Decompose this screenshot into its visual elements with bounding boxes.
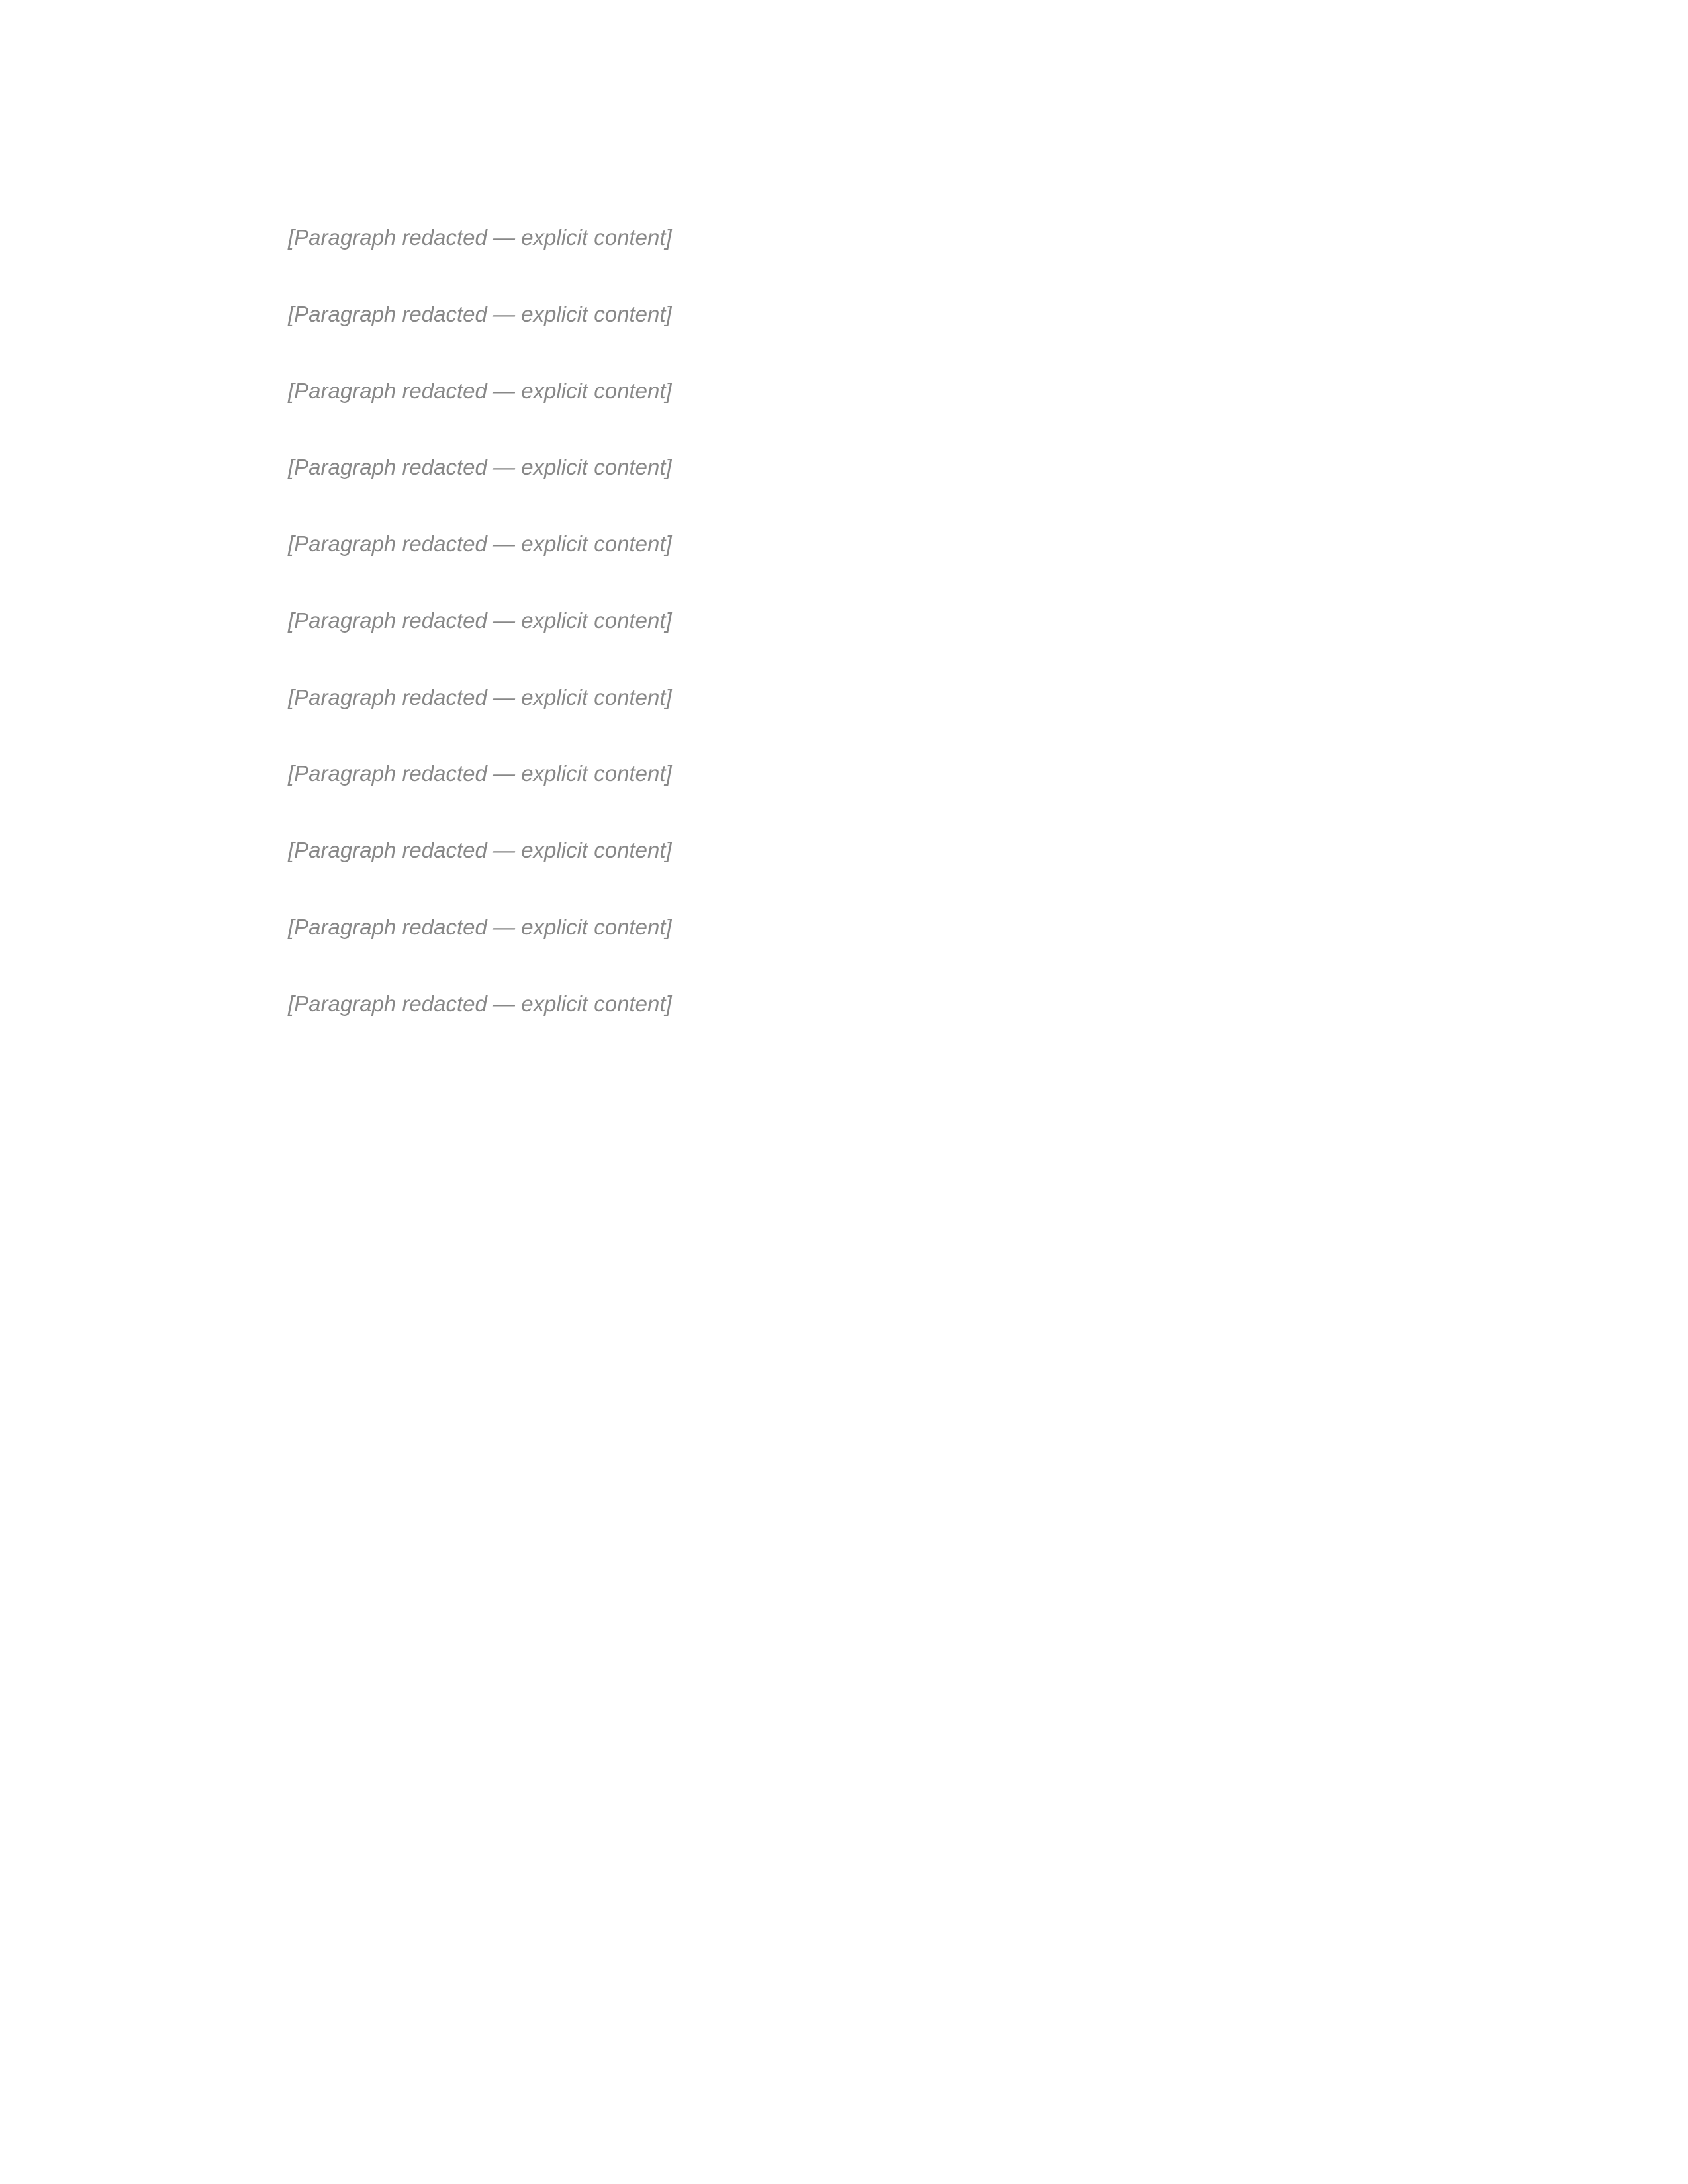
paragraph-dialogue: [Paragraph redacted — explicit content] (288, 991, 672, 1016)
paragraph-dialogue: [Paragraph redacted — explicit content] (288, 761, 672, 786)
paragraph-dialogue: [Paragraph redacted — explicit content] (288, 608, 672, 633)
paragraph-dialogue: [Paragraph redacted — explicit content] (288, 455, 672, 480)
paragraph-dialogue: [Paragraph redacted — explicit content] (288, 301, 672, 326)
paragraph-narration: [Paragraph redacted — explicit content] (288, 225, 672, 250)
paragraph-narration: [Paragraph redacted — explicit content] (288, 531, 672, 556)
paragraph-narration: [Paragraph redacted — explicit content] (288, 684, 672, 709)
paragraph-narration: [Paragraph redacted — explicit content] (288, 914, 672, 939)
paragraph-dialogue: [Paragraph redacted — explicit content] (288, 838, 672, 862)
paragraph-narration: [Paragraph redacted — explicit content] (288, 378, 672, 403)
